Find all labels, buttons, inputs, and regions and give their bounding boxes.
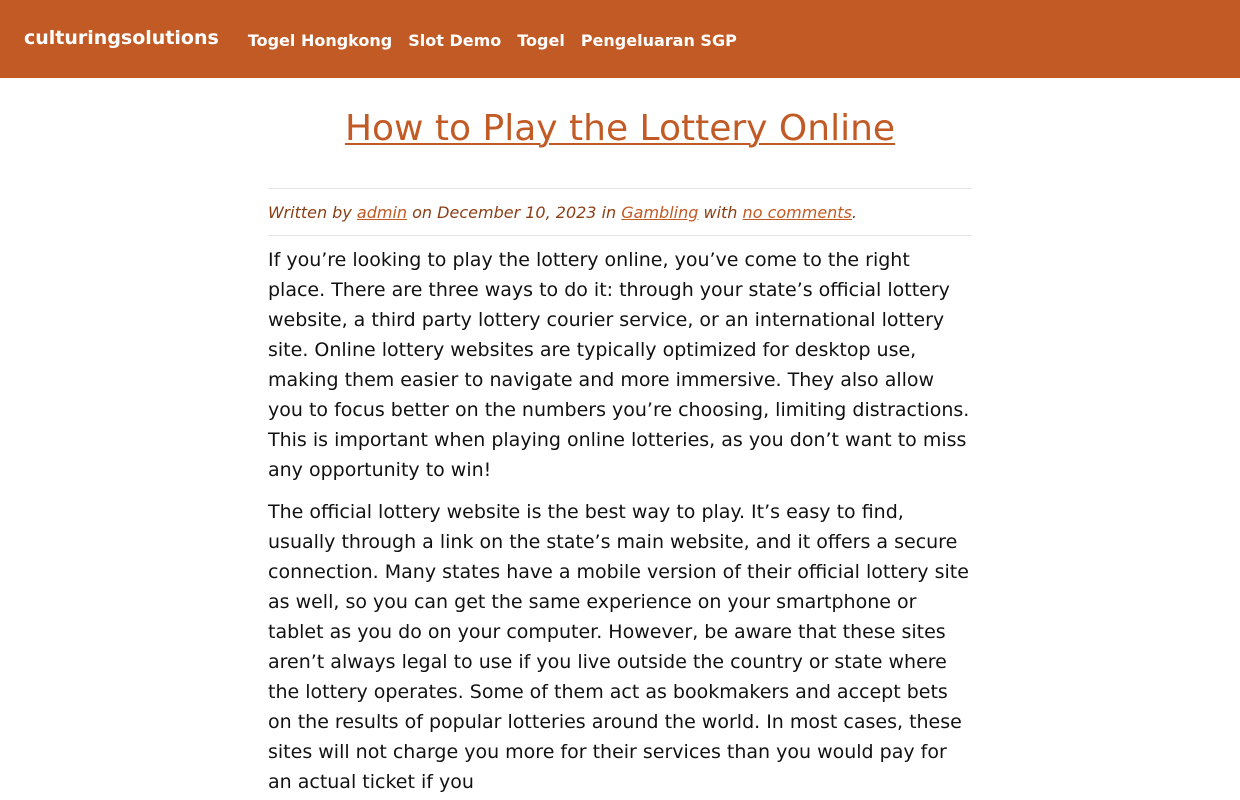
post-body [268,245,972,797]
meta-end: . [851,202,858,222]
meta-comments-link[interactable]: no comments [742,202,852,222]
post-title-link[interactable]: How to Play the Lottery Online [344,108,896,149]
post-meta [268,188,972,236]
post-title [268,78,972,151]
nav-item-pengeluaran-sgp[interactable]: Pengeluaran SGP [580,30,737,50]
nav-item-togel[interactable]: Togel [517,30,565,50]
nav-item-togel-hongkong[interactable]: Togel Hongkong [247,30,393,50]
main-nav [248,30,753,49]
meta-author-link[interactable]: admin [356,202,408,222]
meta-with: with [703,202,738,222]
meta-written-by: Written by [268,202,352,222]
site-brand-link[interactable]: culturingsolutions [24,27,219,49]
post-paragraph-1: If you’re looking to play the lottery online, you’ve come to the right place. There are three ways to do it: through your state’s official lottery website, a third party lottery courier service, or an international lottery site. Online lottery websites are typically optimized for desktop use, making them easier to navigate and more immersive. They also allow you to focus better on the numbers you’re choosing, limiting distractions. This is important when playing online lotteries, as you don’t want to miss any opportunity to win! [268,249,970,481]
meta-in: in [601,202,617,222]
post-paragraph-2: The official lottery website is the best way to play. It’s easy to find, usually through a link on the state’s main website, and it offers a secure connection. Many states have a mobile version of their official lottery site as well, so you can get the same experience on your smartphone or tablet as you do on your computer. However, be aware that these sites aren’t always legal to use if you live outside the country or state where the lottery operates. Some of them act as bookmakers and accept bets on the results of popular lotteries around the world. In most cases, these sites will not charge you more for their services than you would pay for an actual ticket if you [268,501,969,793]
meta-on: on [412,202,433,222]
post-content [268,78,972,797]
meta-category-link[interactable]: Gambling [621,202,699,222]
meta-date: December 10, 2023 [437,202,597,222]
nav-item-slot-demo[interactable]: Slot Demo [408,30,502,50]
site-header [0,0,1240,78]
